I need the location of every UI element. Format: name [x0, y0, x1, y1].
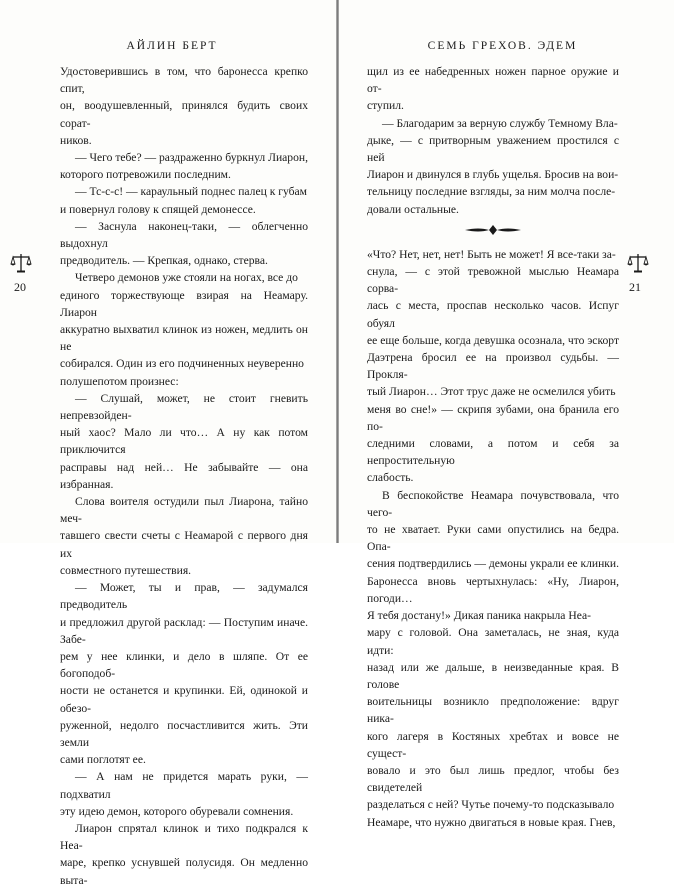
section-break-ornament [367, 218, 619, 242]
paragraph: «Что? Нет, нет, нет! Быть не может! Я все-таки за- снула, — с этой тревожной мыслью Неамара сорва- лась с места, проспав несколько часов. Испуг обуял ее еще больше, когда девушка осознала, что эскорт Даэтрена бросил ее на произвол судьбы. — Прокля- тый Лиарон… Этот трус даже не осмелился убить меня во сне!» — скрипя зубами, она бранила его по- следними словами, а потом и себя за непростительную слабость. [367, 247, 620, 485]
right-page [339, 0, 674, 829]
paragraph: щил из ее набедренных ножен парное оружие и от- ступил. [367, 65, 619, 113]
paragraph: Слова воителя остудили пыл Лиарона, тайно меч- тавшего свести счеты с Неамарой с первого дня их совместного путешествия. [60, 495, 308, 577]
scales-icon [10, 252, 32, 274]
scales-icon [627, 252, 649, 274]
running-head-title: СЕМЬ ГРЕХОВ. ЭДЕМ [427, 40, 578, 52]
paragraph: — А нам не придется марать руки, — подхватил эту идею демон, которого обуревали сомнения. [60, 770, 308, 818]
paragraph: — Заснула наконец-таки, — облегченно выдохнул предводитель. — Крепкая, однако, стерва. [60, 219, 308, 268]
page-number: 20 [14, 280, 26, 294]
left-page [0, 0, 336, 887]
flourish-icon [463, 224, 523, 236]
paragraph: В беспокойстве Неамара почувствовала, что чего- то не хватает. Руки сами опустились на бедра. Опа- сения подтвердились — демоны украли ее клинки. Баронесса вновь чертыхнулась: «Ну, Лиарон, погоди… Я тебя достану!» Дикая паника накрыла Неа- мару с головой. Она заметалась, не зная, куда идти: назад или же дальше, в неизведанные края. В голове воительницы возникло предположение: вдруг ника- кого лагеря в Костяных хребтах и вовсе не сущест- вовало и это был лишь предлог, чтобы без свидетелей разделаться с ней? Чутье почему-то подсказывало Неамаре, что нужно двигаться в новые края. Гнев, [367, 488, 620, 829]
paragraph: Лиарон спрятал клинок и тихо подкрался к Неа- маре, крепко уснувшей полусидя. Он медленно выта- [60, 821, 308, 887]
paragraph: Четверо демонов уже стояли на ногах, все до единого торжествующе взирая на Неамару. Лиарон аккуратно выхватил клинок из ножен, медлить он не собирался. Один из его подчиненных неуверенно полушепотом произнес: [60, 271, 308, 388]
paragraph: — Может, ты и прав, — задумался предводитель и предложил другой расклад: — Поступим иначе. Забе- рем у нее клинки, и дело в шляпе. От ее богоподоб- ности не останется и крупинки. Ей, одинокой и обезо- руженной, недолго посчастливится жить. Эти земли сами поглотят ее. [60, 581, 308, 767]
paragraph: — Слушай, может, не стоит гневить непревзойден- ный хаос? Мало ли что… А ну как потом приключится расправы над ней… Не забывайте — она избранная. [60, 391, 308, 491]
running-head-author: АЙЛИН БЕРТ [126, 40, 218, 52]
paragraph: Удостоверившись в том, что баронесса крепко спит, он, воодушевленный, принялся будить своих сорат- ников. [60, 65, 308, 147]
page-number: 21 [629, 280, 641, 294]
paragraph: — Благодарим за верную службу Темному Вла- дыке, — с притворным уважением простился с ней Лиарон и двинулся в глубь ущелья. Бросив на вои- тельницу последние взгляды, за ним молча после- довали остальные. [367, 116, 619, 216]
paragraph: — Чего тебе? — раздраженно буркнул Лиарон, которого потревожили последним. [60, 151, 309, 182]
right-page-text [367, 63, 619, 831]
left-page-text [60, 63, 308, 889]
paragraph: — Тс-с-с! — караульный поднес палец к губам и повернул голову к спящей демонессе. [60, 185, 308, 216]
